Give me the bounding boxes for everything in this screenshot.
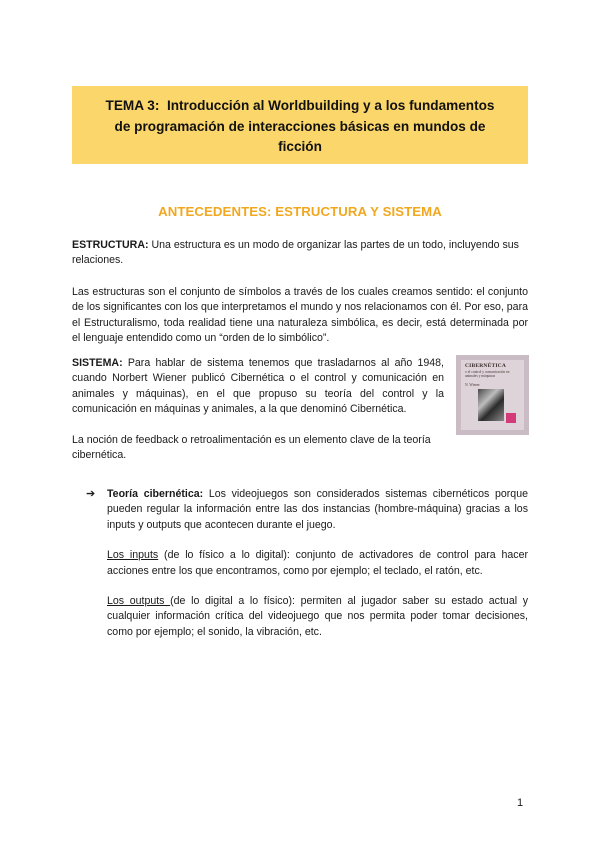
title-line-3: ficción: [278, 139, 322, 154]
bullet-content: [107, 487, 528, 640]
title-line-2: de programación de interacciones básicas en mundos de: [114, 118, 486, 134]
estructuras-paragraph: Las estructuras son el conjunto de símbolos a través de los cuales creamos sentido: el conjunto de los significantes con los que interpretamos el mundo y nos relacionamos con él. Por eso, para el Estructuralismo, toda realidad tiene una naturaleza simbólica, es decir, está determinada por el lenguaje entendido como un “orden de lo simbólico”.: [72, 286, 528, 345]
title-line-1: [86, 96, 514, 117]
book-cover-image: [456, 355, 529, 435]
section-heading: ANTECEDENTES: ESTRUCTURA Y SISTEMA: [158, 204, 442, 219]
sistema-text: Para hablar de sistema tenemos que trasladarnos al año 1948, cuando Norbert Wiener publicó Cibernética o el control y comunicación en animales y máquinas), en el que propuso su teoría del control y la comunicación en máquinas y animales, a la que denominó Cibernética.: [72, 357, 444, 416]
sistema-label: SISTEMA:: [72, 357, 123, 369]
sistema-paragraph: [72, 356, 444, 418]
outputs-term: Los outputs: [107, 595, 171, 608]
feedback-paragraph: La noción de feedback o retroalimentación es un elemento clave de la teoría cibernética.: [72, 434, 431, 462]
book-title: CIBERNÉTICA: [465, 363, 507, 369]
title-prefix: TEMA 3:: [105, 98, 160, 113]
teoria-cibernetica-paragraph: [107, 487, 528, 533]
arrow-bullet-icon: ➔: [86, 488, 96, 500]
book-subtitle: o el control y comunicación en animales y máquinas: [465, 370, 510, 378]
estructura-paragraph: [72, 238, 528, 269]
author-portrait: [478, 389, 504, 421]
publisher-logo: [506, 413, 516, 423]
estructura-label: ESTRUCTURA:: [72, 239, 149, 251]
teoria-text: Los videojuegos son considerados sistemas cibernéticos porque pueden regular la información entre las dos instancias (hombre-máquina) gracias a los inputs y outputs que acontecen durante el juego.: [107, 488, 528, 531]
title-line1-text: Introducción al Worldbuilding y a los fundamentos: [166, 98, 495, 113]
book-author: N. Wiener: [465, 383, 480, 387]
inputs-text: (de lo físico a lo digital): conjunto de activadores de control para hacer acciones entre los que encontramos, como por ejemplo; el teclado, el ratón, etc.: [107, 549, 528, 577]
outputs-paragraph: [107, 594, 528, 640]
outputs-text: (de lo digital a lo físico): permiten al jugador saber su estado actual y cualquier información crítica del videojuego que nos permita poder tomar decisiones, como por ejemplo; el sonido, la vibración, etc.: [107, 595, 529, 638]
inputs-term: Los inputs: [107, 549, 159, 562]
page-number: 1: [517, 797, 524, 809]
teoria-label: Teoría cibernética:: [107, 488, 204, 500]
title-box: [72, 86, 528, 164]
inputs-paragraph: [107, 548, 528, 579]
estructura-text: Una estructura es un modo de organizar las partes de un todo, incluyendo sus relaciones.: [72, 239, 519, 267]
